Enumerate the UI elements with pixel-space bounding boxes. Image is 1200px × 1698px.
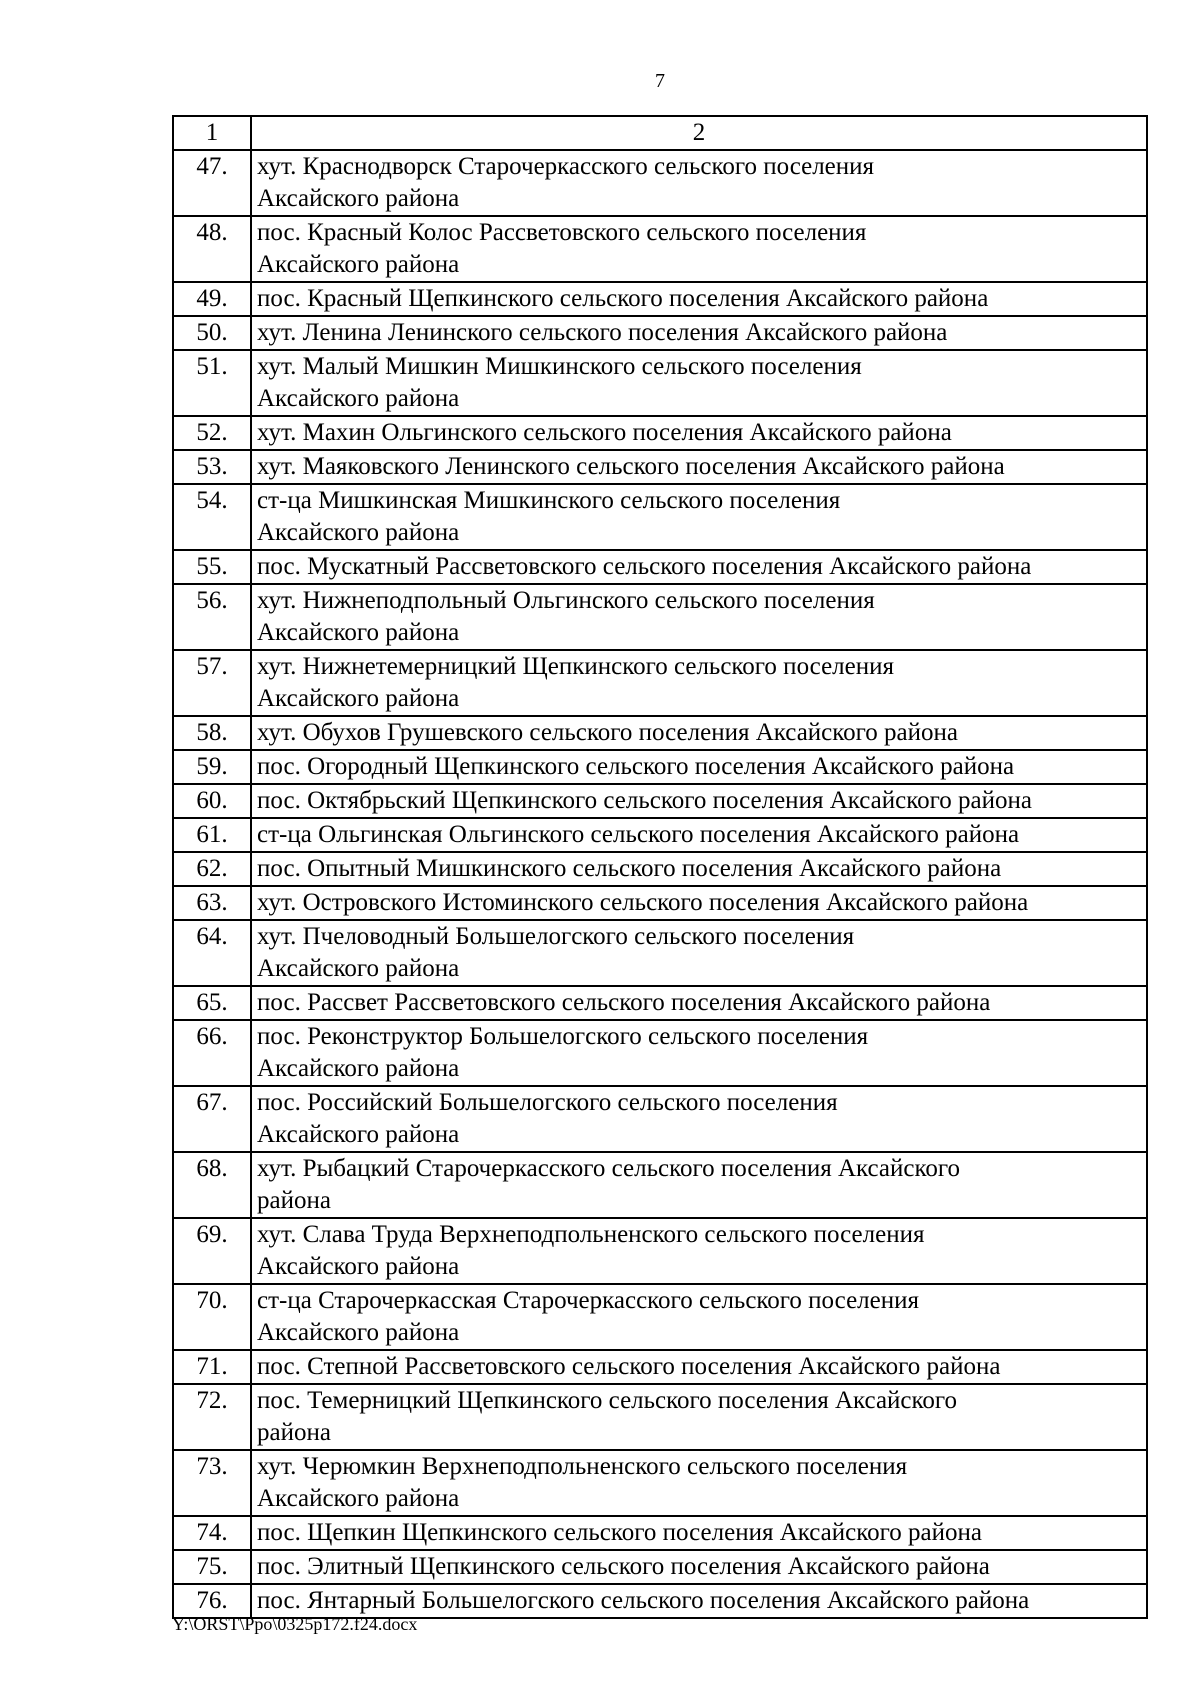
table-row (173, 1550, 1147, 1584)
table-row (173, 818, 1147, 852)
settlement-name: пос. Октябрьский Щепкинского сельского поселения Аксайского района (251, 784, 1147, 818)
row-number: 68. (173, 1152, 251, 1218)
settlement-name: пос. Красный Щепкинского сельского поселения Аксайского района (251, 282, 1147, 316)
table-row (173, 1516, 1147, 1550)
settlement-name: хут. Пчеловодный Большелогского сельского поселения Аксайского района (251, 920, 1147, 986)
row-number: 54. (173, 484, 251, 550)
settlement-name: хут. Малый Мишкин Мишкинского сельского поселения Аксайского района (251, 350, 1147, 416)
row-number: 50. (173, 316, 251, 350)
settlement-name: хут. Краснодворск Старочеркасского сельского поселения Аксайского района (251, 150, 1147, 216)
row-number: 49. (173, 282, 251, 316)
table-header-row (173, 116, 1147, 150)
table-row (173, 886, 1147, 920)
table-row (173, 282, 1147, 316)
row-number: 47. (173, 150, 251, 216)
row-number: 69. (173, 1218, 251, 1284)
settlement-name: пос. Мускатный Рассветовского сельского поселения Аксайского района (251, 550, 1147, 584)
row-number: 72. (173, 1384, 251, 1450)
settlement-name: пос. Степной Рассветовского сельского поселения Аксайского района (251, 1350, 1147, 1384)
page-number: 7 (655, 70, 665, 92)
row-number: 70. (173, 1284, 251, 1350)
settlement-name: ст-ца Мишкинская Мишкинского сельского поселения Аксайского района (251, 484, 1147, 550)
settlement-name: хут. Островского Истоминского сельского поселения Аксайского района (251, 886, 1147, 920)
table-row (173, 216, 1147, 282)
header-col-1: 1 (173, 116, 251, 150)
row-number: 73. (173, 1450, 251, 1516)
table-row (173, 1384, 1147, 1450)
settlement-name: хут. Нижнетемерницкий Щепкинского сельского поселения Аксайского района (251, 650, 1147, 716)
row-number: 60. (173, 784, 251, 818)
table-row (173, 1284, 1147, 1350)
table-row (173, 1450, 1147, 1516)
table-row (173, 1086, 1147, 1152)
row-number: 67. (173, 1086, 251, 1152)
table-row (173, 1350, 1147, 1384)
row-number: 59. (173, 750, 251, 784)
row-number: 74. (173, 1516, 251, 1550)
table-row (173, 416, 1147, 450)
row-number: 48. (173, 216, 251, 282)
table-row (173, 650, 1147, 716)
settlement-name: ст-ца Старочеркасская Старочеркасского сельского поселения Аксайского района (251, 1284, 1147, 1350)
table-row (173, 920, 1147, 986)
settlement-name: пос. Рассвет Рассветовского сельского поселения Аксайского района (251, 986, 1147, 1020)
header-col-2: 2 (251, 116, 1147, 150)
settlement-name: пос. Янтарный Большелогского сельского поселения Аксайского района (251, 1584, 1147, 1618)
settlement-name: хут. Черюмкин Верхнеподпольненского сельского поселения Аксайского района (251, 1450, 1147, 1516)
row-number: 52. (173, 416, 251, 450)
table-row (173, 316, 1147, 350)
table-row (173, 1020, 1147, 1086)
table-row (173, 584, 1147, 650)
settlements-table (172, 115, 1148, 1619)
row-number: 51. (173, 350, 251, 416)
table-row (173, 550, 1147, 584)
settlement-name: хут. Ленина Ленинского сельского поселения Аксайского района (251, 316, 1147, 350)
settlement-name: хут. Махин Ольгинского сельского поселения Аксайского района (251, 416, 1147, 450)
settlement-name: хут. Рыбацкий Старочеркасского сельского поселения Аксайского района (251, 1152, 1147, 1218)
table-row (173, 986, 1147, 1020)
settlement-name: хут. Нижнеподпольный Ольгинского сельского поселения Аксайского района (251, 584, 1147, 650)
table-row (173, 1152, 1147, 1218)
row-number: 53. (173, 450, 251, 484)
table-row (173, 1584, 1147, 1618)
table-row (173, 852, 1147, 886)
row-number: 75. (173, 1550, 251, 1584)
settlement-name: пос. Щепкин Щепкинского сельского поселения Аксайского района (251, 1516, 1147, 1550)
row-number: 58. (173, 716, 251, 750)
settlement-name: ст-ца Ольгинская Ольгинского сельского поселения Аксайского района (251, 818, 1147, 852)
settlement-name: пос. Российский Большелогского сельского поселения Аксайского района (251, 1086, 1147, 1152)
table-row (173, 784, 1147, 818)
table-row (173, 1218, 1147, 1284)
table-row (173, 350, 1147, 416)
table-row (173, 150, 1147, 216)
row-number: 56. (173, 584, 251, 650)
table-row (173, 450, 1147, 484)
settlement-name: хут. Обухов Грушевского сельского поселения Аксайского района (251, 716, 1147, 750)
table-row (173, 484, 1147, 550)
row-number: 63. (173, 886, 251, 920)
settlement-name: пос. Элитный Щепкинского сельского поселения Аксайского района (251, 1550, 1147, 1584)
settlement-name: пос. Красный Колос Рассветовского сельского поселения Аксайского района (251, 216, 1147, 282)
table-row (173, 750, 1147, 784)
row-number: 76. (173, 1584, 251, 1618)
settlement-name: пос. Темерницкий Щепкинского сельского поселения Аксайского района (251, 1384, 1147, 1450)
settlement-name: пос. Огородный Щепкинского сельского поселения Аксайского района (251, 750, 1147, 784)
row-number: 66. (173, 1020, 251, 1086)
settlement-name: хут. Слава Труда Верхнеподпольненского сельского поселения Аксайского района (251, 1218, 1147, 1284)
row-number: 55. (173, 550, 251, 584)
settlement-name: пос. Реконструктор Большелогского сельского поселения Аксайского района (251, 1020, 1147, 1086)
row-number: 61. (173, 818, 251, 852)
settlement-name: хут. Маяковского Ленинского сельского поселения Аксайского района (251, 450, 1147, 484)
row-number: 62. (173, 852, 251, 886)
row-number: 65. (173, 986, 251, 1020)
row-number: 57. (173, 650, 251, 716)
file-path-footer: Y:\ORST\Ppo\0325p172.f24.docx (172, 1614, 418, 1634)
settlement-name: пос. Опытный Мишкинского сельского поселения Аксайского района (251, 852, 1147, 886)
row-number: 64. (173, 920, 251, 986)
row-number: 71. (173, 1350, 251, 1384)
table-row (173, 716, 1147, 750)
